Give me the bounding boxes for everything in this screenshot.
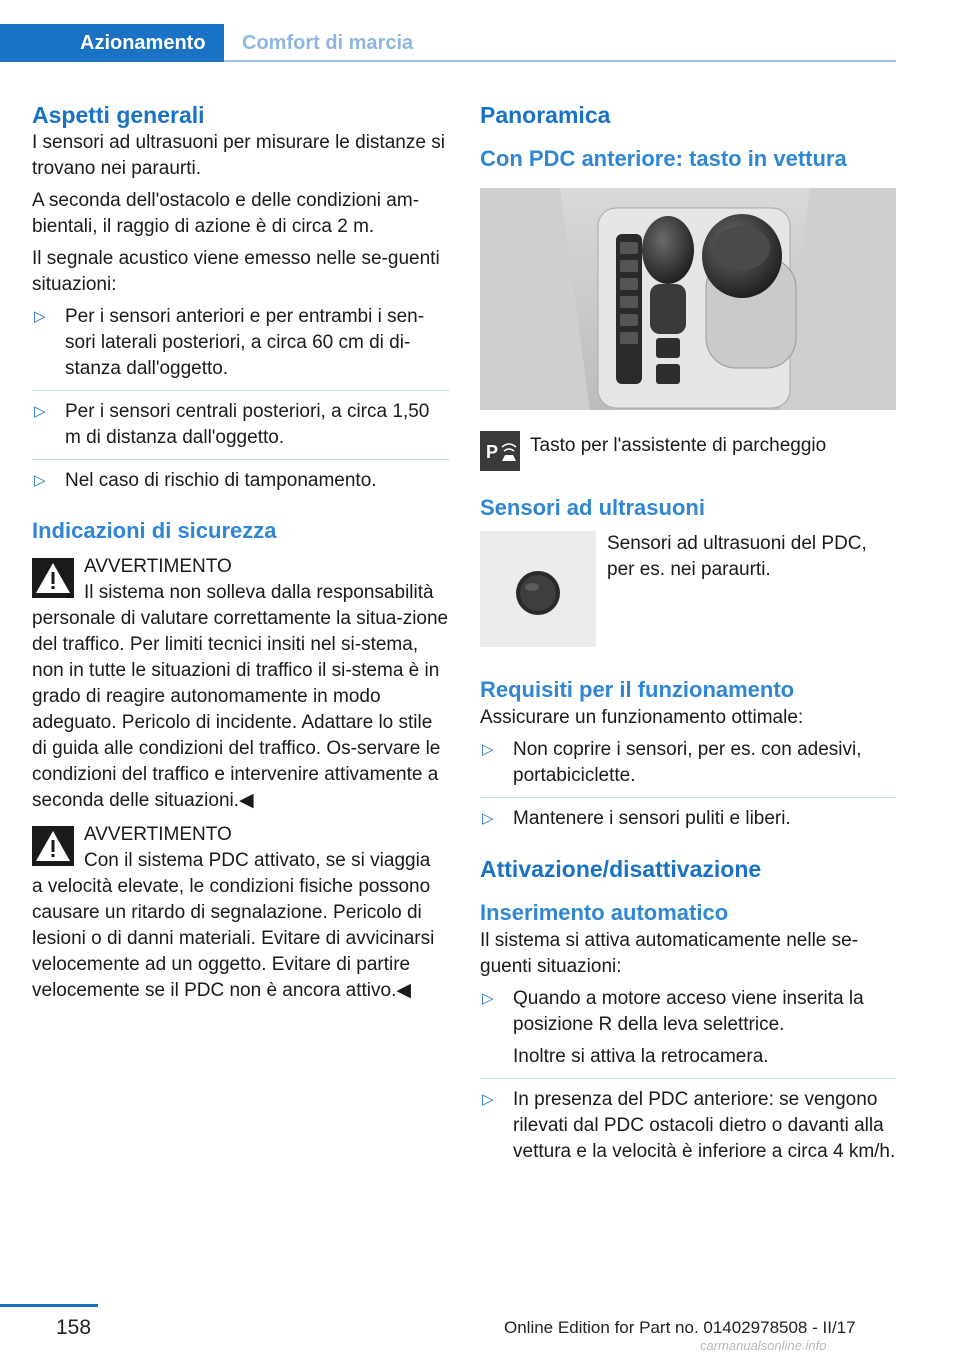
acoustic-signal-list <box>32 304 450 502</box>
sensors-text: Sensori ad ultrasuoni del PDC, per es. nei paraurti. <box>607 533 867 580</box>
warning-block-1 <box>32 554 450 814</box>
warning-1-text: personale di valutare correttamente la situa‐zione del traffico. Per limiti tecnici insiti nel si‐stema, non in tutte le situazioni di traffico il si‐stema è in grado di reagire autonomamente in modo adeguato. Pericolo di incidente. Adattare lo stile di guida alle condizioni del traffico. Os‐servare le condizioni del traffico e intervenire attivamente a seconda delle situazioni.◀ <box>32 608 449 811</box>
triangle-bullet-icon: ▷ <box>482 1091 494 1108</box>
warning-2-text: a velocità elevate, le condizioni fisiche possono causare un ritardo di segnalazione. Pericolo di lesioni o di danni materiali. Evitare di avvicinarsi velocemente ad un oggetto. Evitare di partire velocemente se il PDC non è ancora attivo.◀ <box>32 876 435 1001</box>
triangle-bullet-icon: ▷ <box>482 990 494 1007</box>
warning-block-2 <box>32 822 450 1004</box>
list-item: ▷ Non coprire i sensori, per es. con adesivi, portabiciclette. <box>480 737 896 798</box>
tab-azionamento[interactable]: Azionamento <box>0 24 224 62</box>
triangle-bullet-icon: ▷ <box>482 810 494 827</box>
ultrasonic-sensor-image <box>480 531 596 647</box>
front-pdc-heading: Con PDC anteriore: tasto in vettura <box>480 146 847 171</box>
watermark: carmanualsonline.info <box>700 1338 827 1353</box>
auto-activation-heading: Inserimento automatico <box>480 900 729 925</box>
list-item: ▷ Mantenere i sensori puliti e liberi. <box>480 806 896 840</box>
parking-assistant-button-icon <box>480 431 520 471</box>
header-divider <box>224 60 896 62</box>
right-column <box>480 100 896 1181</box>
general-paragraph-2: A seconda dell'ostacolo e delle condizioni am‐bientali, il raggio di azione è di circa 2 m. <box>32 190 420 237</box>
tab-comfort-di-marcia[interactable]: Comfort di marcia <box>242 32 414 54</box>
overview-heading: Panoramica <box>480 102 611 128</box>
activation-heading: Attivazione/disattivazione <box>480 856 762 882</box>
triangle-bullet-icon: ▷ <box>34 308 46 325</box>
svg-text:P: P <box>486 442 499 462</box>
center-console-photo <box>480 188 896 410</box>
sensors-block <box>480 531 896 661</box>
chapter-header <box>0 0 960 64</box>
auto-intro: Il sistema si attiva automaticamente nelle se‐guenti situazioni: <box>480 930 859 977</box>
requirements-list <box>480 737 896 840</box>
warning-2-first-line: Con il sistema PDC attivato, se si viaggia <box>84 850 431 871</box>
warning-1-title: AVVERTIMENTO <box>84 556 232 577</box>
safety-heading: Indicazioni di sicurezza <box>32 518 277 543</box>
warning-2-title: AVVERTIMENTO <box>84 824 232 845</box>
page-number: 158 <box>56 1316 92 1339</box>
list-item: ▷ Per i sensori anteriori e per entrambi i sen‐sori laterali posteriori, a circa 60 cm di di‐stanza dall'oggetto. <box>32 304 450 391</box>
list-item: ▷ Quando a motore acceso viene inserita la posizione R della leva selettrice. Inoltre si attiva la retrocamera. <box>480 986 896 1079</box>
warning-triangle-icon <box>32 558 74 598</box>
general-paragraph-1: I sensori ad ultrasuoni per misurare le distanze si trovano nei paraurti. <box>32 132 445 179</box>
triangle-bullet-icon: ▷ <box>482 741 494 758</box>
warning-1-first-line: Il sistema non solleva dalla responsabilità <box>84 582 434 603</box>
general-heading: Aspetti generali <box>32 102 205 128</box>
triangle-bullet-icon: ▷ <box>34 472 46 489</box>
requirements-intro: Assicurare un funzionamento ottimale: <box>480 707 804 728</box>
list-item: ▷ Nel caso di rischio di tamponamento. <box>32 468 450 502</box>
edition-text: Online Edition for Part no. 01402978508 - II/17 <box>504 1318 856 1337</box>
footer-accent-line <box>0 1304 98 1307</box>
warning-triangle-icon <box>32 826 74 866</box>
auto-activation-list <box>480 986 896 1173</box>
list-item: ▷ Per i sensori centrali posteriori, a circa 1,50 m di distanza dall'oggetto. <box>32 399 450 460</box>
pdc-button-legend <box>480 429 896 479</box>
list-item: ▷ In presenza del PDC anteriore: se vengono rilevati dal PDC ostacoli dietro o davanti alla vettura e la velocità è inferiore a circa 4 km/h. <box>482 1089 896 1162</box>
left-column <box>32 100 450 1004</box>
general-paragraph-3: Il segnale acustico viene emesso nelle se‐guenti situazioni: <box>32 248 440 295</box>
retrocamera-note: Inoltre si attiva la retrocamera. <box>513 1046 769 1067</box>
requirements-heading: Requisiti per il funzionamento <box>480 677 795 702</box>
sensors-heading: Sensori ad ultrasuoni <box>480 495 705 520</box>
pdc-button-text: Tasto per l'assistente di parcheggio <box>530 435 827 456</box>
triangle-bullet-icon: ▷ <box>34 403 46 420</box>
